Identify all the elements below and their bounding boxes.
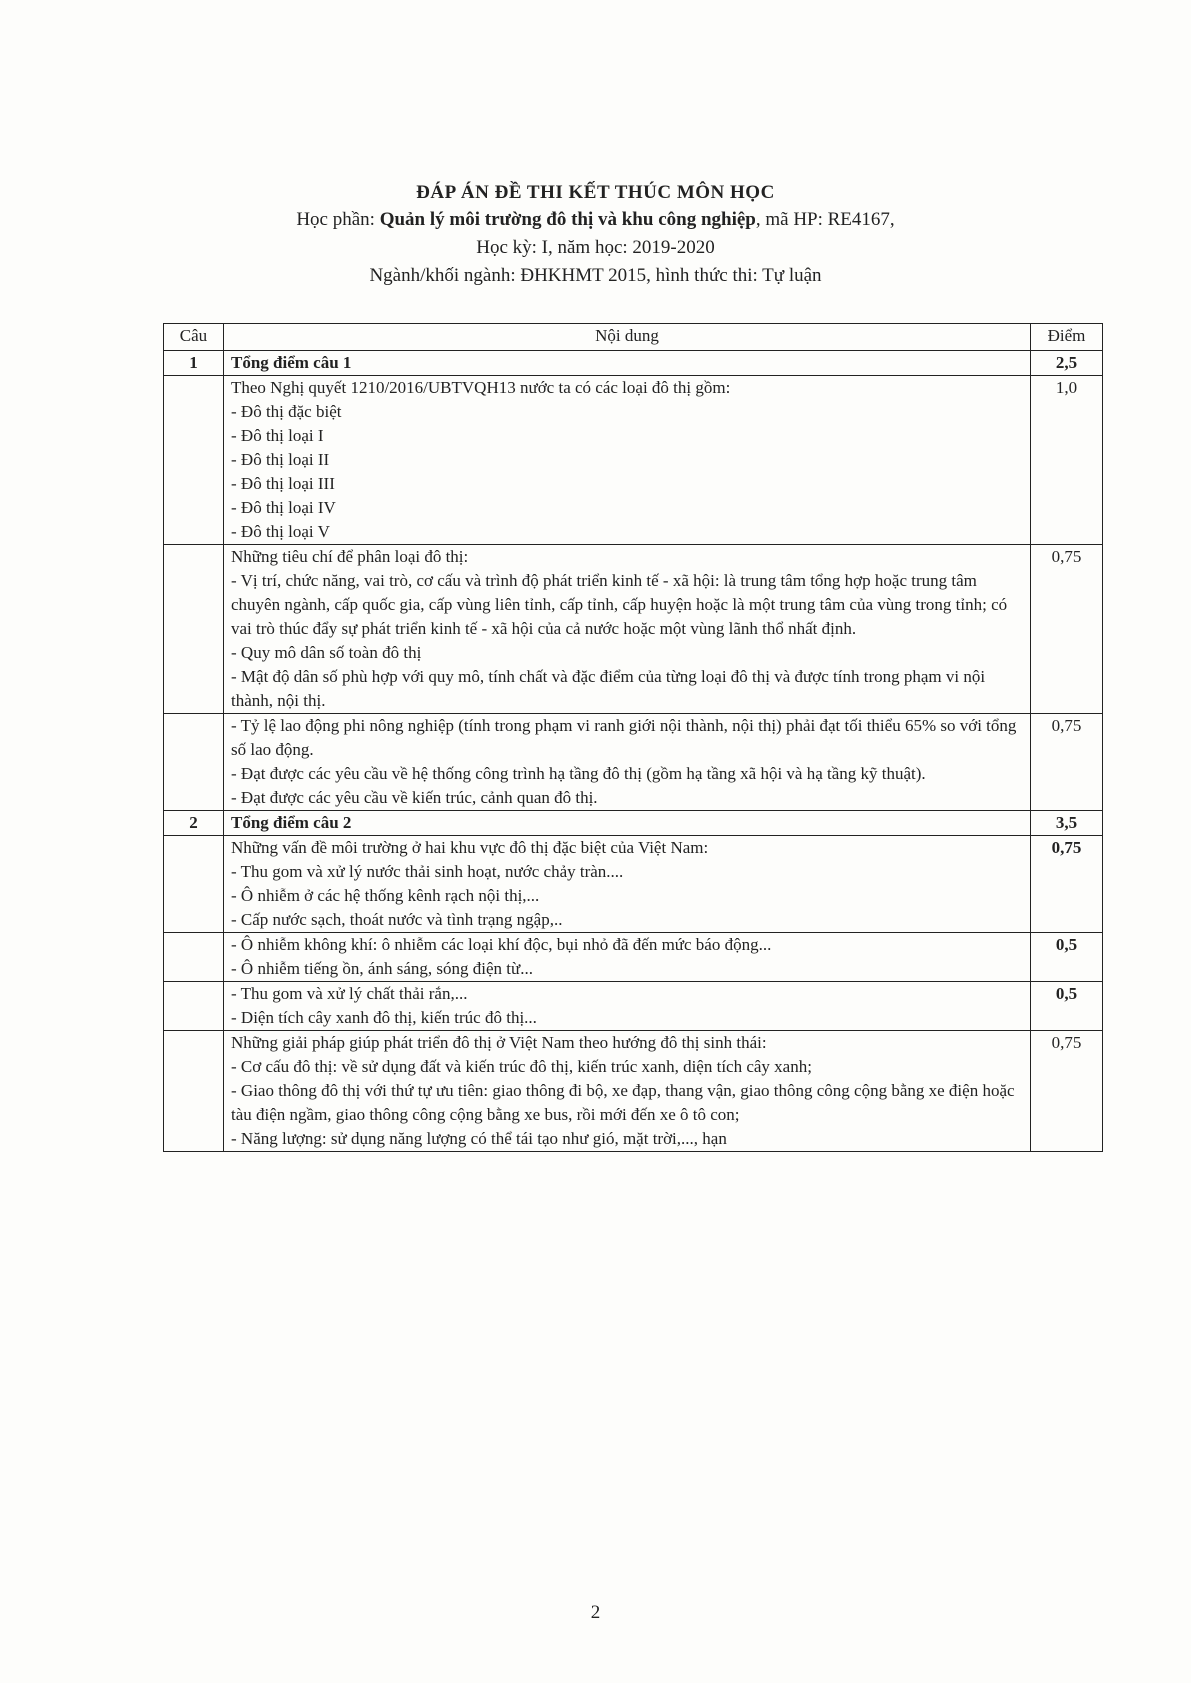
table-row — [164, 714, 1103, 811]
cell-diem: 2,5 — [1031, 351, 1103, 376]
table-row — [164, 982, 1103, 1031]
content-line: - Mật độ dân số phù hợp với quy mô, tính chất và đặc điểm của từng loại đô thị và được tính trong phạm vi nội thành, nội thị. — [231, 667, 986, 710]
course-suffix: , mã HP: RE4167, — [755, 209, 895, 230]
content-line: - Ô nhiễm không khí: ô nhiễm các loại khí độc, bụi nhỏ đã đến mức báo động... — [231, 935, 772, 954]
semester-line: Học kỳ: I, năm học: 2019-2020 — [476, 237, 715, 258]
content-line: Tổng điểm câu 1 — [231, 353, 352, 372]
content-line: - Đô thị loại III — [231, 474, 335, 493]
cell-noi-dung — [224, 933, 1031, 982]
cell-cau — [164, 714, 224, 811]
content-line: Những vấn đề môi trường ở hai khu vực đô thị đặc biệt của Việt Nam: — [231, 838, 709, 857]
header-noi-dung: Nội dung — [224, 324, 1031, 351]
answer-table — [163, 323, 1103, 1152]
content-line: - Cấp nước sạch, thoát nước và tình trạng ngập,.. — [231, 910, 563, 929]
table-row — [164, 351, 1103, 376]
cell-diem: 0,75 — [1031, 714, 1103, 811]
header-diem: Điểm — [1031, 324, 1103, 351]
cell-cau — [164, 836, 224, 933]
content-line: - Đạt được các yêu cầu về kiến trúc, cảnh quan đô thị. — [231, 788, 598, 807]
content-line: - Ô nhiễm ở các hệ thống kênh rạch nội thị,... — [231, 886, 540, 905]
content-line: - Đô thị loại II — [231, 450, 330, 469]
cell-cau — [164, 982, 224, 1031]
cell-cau — [164, 933, 224, 982]
cell-cau — [164, 376, 224, 545]
answer-table-body — [164, 324, 1103, 1152]
cell-diem: 0,75 — [1031, 545, 1103, 714]
cell-diem: 0,75 — [1031, 1031, 1103, 1152]
cell-noi-dung — [224, 714, 1031, 811]
content-line: - Tỷ lệ lao động phi nông nghiệp (tính trong phạm vi ranh giới nội thành, nội thị) phải đạt tối thiểu 65% so với tổng số lao động. — [231, 716, 1017, 759]
content-line: - Đô thị đặc biệt — [231, 402, 342, 421]
content-line: - Thu gom và xử lý chất thải rắn,... — [231, 984, 468, 1003]
cell-noi-dung — [224, 351, 1031, 376]
document-title: ĐÁP ÁN ĐỀ THI KẾT THÚC MÔN HỌC — [416, 182, 775, 203]
content-line: - Diện tích cây xanh đô thị, kiến trúc đô thị... — [231, 1008, 537, 1027]
cell-cau: 1 — [164, 351, 224, 376]
content-line: - Đô thị loại IV — [231, 498, 336, 517]
cell-cau — [164, 1031, 224, 1152]
cell-diem: 0,5 — [1031, 982, 1103, 1031]
content-line: - Năng lượng: sử dụng năng lượng có thể tái tạo như gió, mặt trời,..., hạn — [231, 1129, 727, 1148]
table-row — [164, 1031, 1103, 1152]
cell-diem: 0,75 — [1031, 836, 1103, 933]
content-line: Những tiêu chí để phân loại đô thị: — [231, 547, 469, 566]
content-line: Những giải pháp giúp phát triển đô thị ở Việt Nam theo hướng đô thị sinh thái: — [231, 1033, 767, 1052]
cell-noi-dung — [224, 376, 1031, 545]
header-cau: Câu — [164, 324, 224, 351]
cell-noi-dung — [224, 545, 1031, 714]
cell-cau: 2 — [164, 811, 224, 836]
content-line: - Vị trí, chức năng, vai trò, cơ cấu và trình độ phát triển kinh tế - xã hội: là trung tâm tổng hợp hoặc trung tâm chuyên ngành, cấp quốc gia, cấp vùng liên tỉnh, cấp tỉnh, cấp huyện hoặc là một trung tâm của vùng trong tỉnh; có vai trò thúc đẩy sự phát triển kinh tế - xã hội của cả nước hoặc một vùng lãnh thổ nhất định. — [231, 571, 1008, 638]
table-header-row — [164, 324, 1103, 351]
cell-noi-dung — [224, 1031, 1031, 1152]
course-name: Quản lý môi trường đô thị và khu công nghiệp — [379, 209, 756, 230]
table-row — [164, 811, 1103, 836]
document-header — [0, 180, 1191, 290]
content-line: - Ô nhiễm tiếng ồn, ánh sáng, sóng điện từ... — [231, 959, 533, 978]
table-row — [164, 376, 1103, 545]
table-row — [164, 836, 1103, 933]
cell-noi-dung — [224, 982, 1031, 1031]
content-line: Theo Nghị quyết 1210/2016/UBTVQH13 nước ta có các loại đô thị gồm: — [231, 378, 731, 397]
cell-noi-dung — [224, 811, 1031, 836]
cell-diem: 3,5 — [1031, 811, 1103, 836]
cell-diem: 0,5 — [1031, 933, 1103, 982]
table-row — [164, 933, 1103, 982]
cell-noi-dung — [224, 836, 1031, 933]
cell-diem: 1,0 — [1031, 376, 1103, 545]
content-line: - Giao thông đô thị với thứ tự ưu tiên: giao thông đi bộ, xe đạp, thang vận, giao thông công cộng bằng xe điện hoặc tàu điện ngầm, giao thông công cộng bằng xe bus, rồi mới đến xe ô tô con; — [231, 1081, 1015, 1124]
content-line: - Quy mô dân số toàn đô thị — [231, 643, 422, 662]
content-line: - Cơ cấu đô thị: về sử dụng đất và kiến trúc đô thị, kiến trúc xanh, diện tích cây xanh; — [231, 1057, 812, 1076]
page-number: 2 — [590, 1602, 601, 1623]
course-line — [0, 206, 1191, 234]
cell-cau — [164, 545, 224, 714]
content-line: Tổng điểm câu 2 — [231, 813, 352, 832]
content-line: - Thu gom và xử lý nước thải sinh hoạt, nước chảy tràn.... — [231, 862, 624, 881]
course-prefix: Học phần: — [296, 209, 380, 230]
table-row — [164, 545, 1103, 714]
content-line: - Đô thị loại I — [231, 426, 324, 445]
major-line: Ngành/khối ngành: ĐHKHMT 2015, hình thức thi: Tự luận — [369, 265, 822, 286]
content-line: - Đạt được các yêu cầu về hệ thống công trình hạ tầng đô thị (gồm hạ tầng xã hội và hạ tầng kỹ thuật). — [231, 764, 926, 783]
content-line: - Đô thị loại V — [231, 522, 330, 541]
